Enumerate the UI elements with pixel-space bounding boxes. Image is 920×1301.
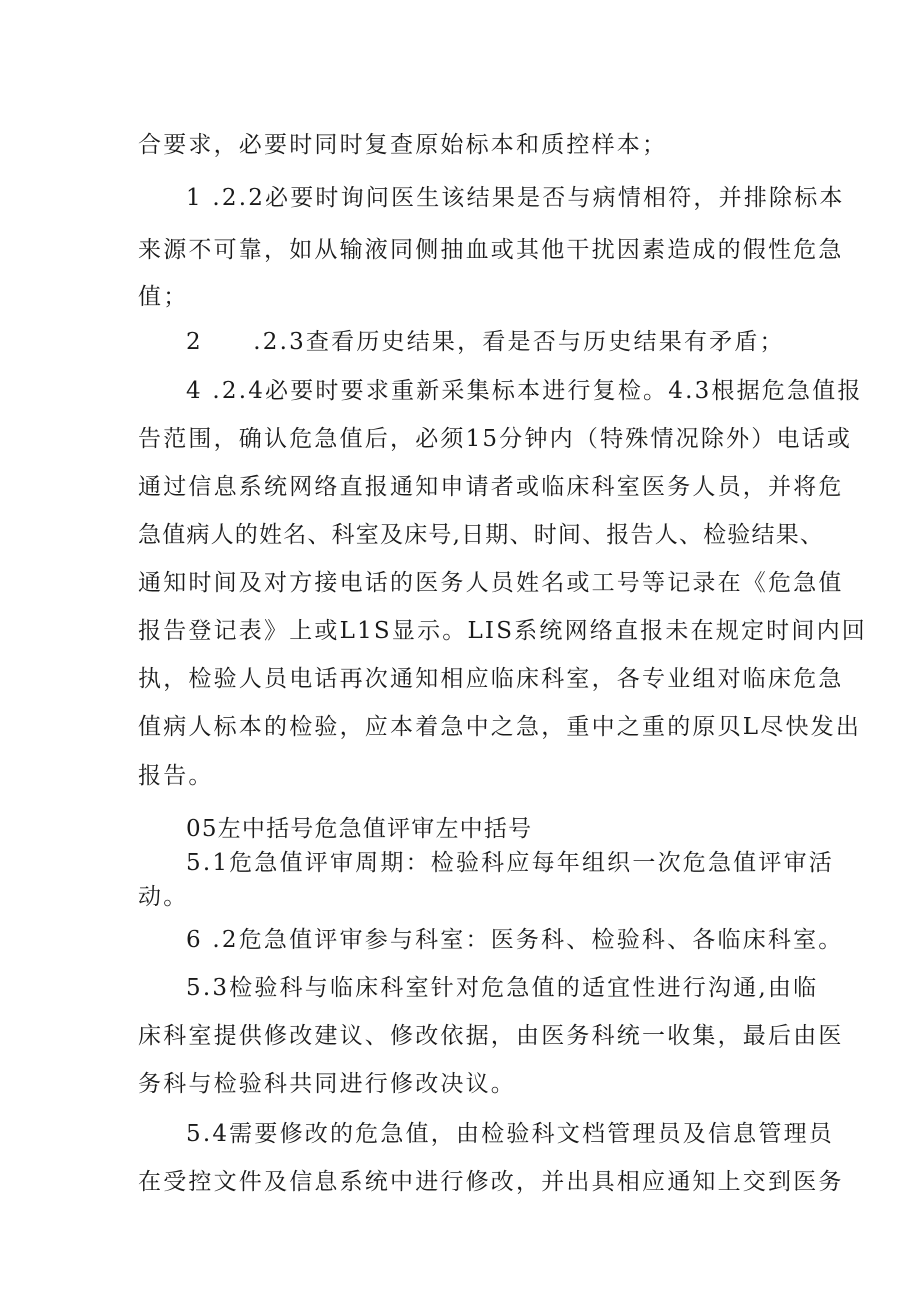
text-line: 6 .2危急值评审参与科室：医务科、检验科、各临床科室。 <box>186 927 844 953</box>
text-line: 报告。 <box>138 763 214 789</box>
text-line: 值病人标本的检验，应本着急中之急，重中之重的原贝L尽快发出 <box>138 714 862 740</box>
text-line: 务科与检验科共同进行修改决议。 <box>138 1071 516 1097</box>
text-line: 在受控文件及信息系统中进行修改，并出具相应通知上交到医务 <box>138 1169 844 1195</box>
text-line: 报告登记表》上或L1S显示。LIS系统网络直报未在规定时间内回 <box>138 618 867 644</box>
text-line: 来源不可靠，如从输液同侧抽血或其他干扰因素造成的假性危急 <box>138 237 844 263</box>
text-line: 通过信息系统网络直报通知申请者或临床科室医务人员，并将危 <box>138 474 844 500</box>
text-line: 4 .2.4必要时要求重新采集标本进行复检。4.3根据危急值报 <box>186 378 863 404</box>
text-line: 5.1危急值评审周期：检验科应每年组织一次危急值评审活 <box>186 850 834 876</box>
text-line: 2 .2.3查看历史结果，看是否与历史结果有矛盾； <box>186 329 785 355</box>
text-line: 告范围，确认危急值后，必须15分钟内（特殊情况除外）电话或 <box>138 426 853 452</box>
text-line: 通知时间及对方接电话的医务人员姓名或工号等记录在《危急值 <box>138 570 844 596</box>
text-line: 执，检验人员电话再次通知相应临床科室，各专业组对临床危急 <box>138 666 844 692</box>
text-line: 合要求，必要时同时复查原始标本和质控样本； <box>138 132 668 158</box>
text-line: 1 .2.2必要时询问医生该结果是否与病情相符，并排除标本 <box>186 185 845 211</box>
text-line: 5.3检验科与临床科室针对危急值的适宜性进行沟通,由临 <box>186 975 819 1001</box>
text-line: 值； <box>138 284 189 310</box>
text-line: 床科室提供修改建议、修改依据，由医务科统一收集，最后由医 <box>138 1023 844 1049</box>
section-heading: 05左中括号危急值评审左中括号 <box>186 816 533 842</box>
text-line: 急值病人的姓名、科室及床号,日期、时间、报告人、检验结果、 <box>138 522 825 548</box>
text-line: 5.4需要修改的危急值，由检验科文档管理员及信息管理员 <box>186 1121 834 1147</box>
text-line: 动。 <box>138 884 189 910</box>
